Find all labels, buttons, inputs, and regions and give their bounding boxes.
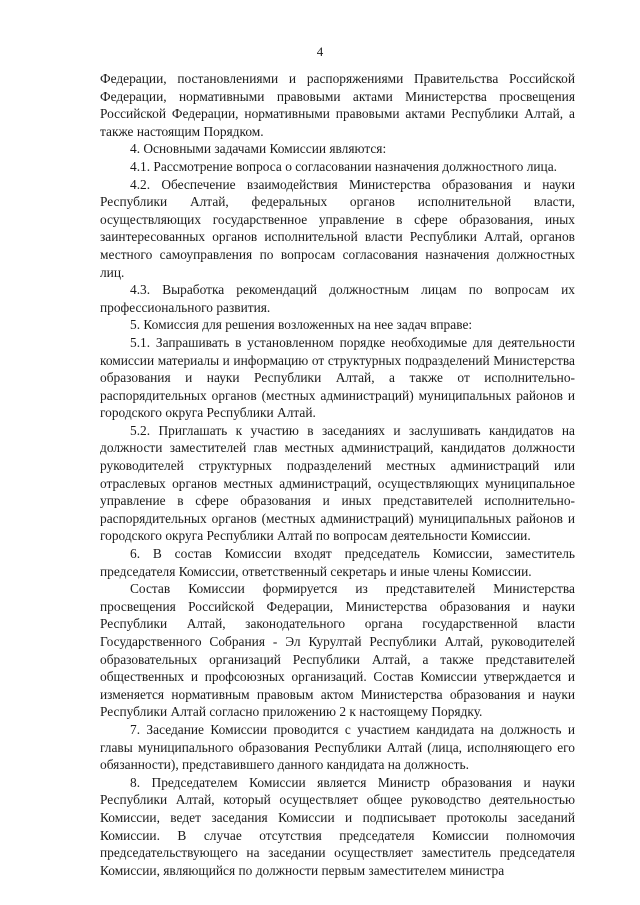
paragraph-4-3: 4.3. Выработка рекомендаций должностным лицам по вопросам их профессионального развития.	[100, 282, 575, 315]
paragraph-section-6: 6. В состав Комиссии входят председатель Комиссии, заместитель председателя Комиссии, ответственный секретарь и иные члены Комиссии.	[100, 546, 575, 579]
paragraph-section-4: 4. Основными задачами Комиссии являются:	[130, 141, 387, 157]
paragraph-5-1: 5.1. Запрашивать в установленном порядке необходимые для деятельности комиссии материалы и информацию от структурных подразделений Министерства образования и науки Республики Алтай, а также от исполнительно-распорядительных органов (местных администраций) муниципальных районов и городского округа Республики Алтай.	[100, 334, 575, 421]
paragraph-commission-composition: Состав Комиссии формируется из представителей Министерства просвещения Российской Федерации, Министерства образования и науки Республики Алтай, законодательного органа государственной власти Государственного Собрания - Эл Курултай Республики Алтай, руководителей образовательных организаций Республики Алтай, а также представителей общественных и профсоюзных организаций. Состав Комиссии утверждается и изменяется нормативным правовым актом Министерства образования и науки Республики Алтай согласно приложению 2 к настоящему Порядку.	[100, 581, 575, 720]
paragraph-5-2: 5.2. Приглашать к участию в заседаниях и заслушивать кандидатов на должности заместителей глав местных администраций, кандидатов должности руководителей структурных подразделений местных администраций или отраслевых органов местных администраций, осуществляющих муниципальное управление в сфере образования и иных представителей исполнительно-распорядительных органов (местных администраций) муниципальных районов и городского округа Республики Алтай по вопросам деятельности Комиссии.	[100, 422, 575, 544]
paragraph-section-5: 5. Комиссия для решения возложенных на нее задач вправе:	[130, 317, 473, 333]
paragraph-4-1: 4.1. Рассмотрение вопроса о согласовании назначения должностного лица.	[130, 158, 558, 174]
paragraph-section-7: 7. Заседание Комиссии проводится с участием кандидата на должность и главы муниципального образования Республики Алтай (лица, исполняющего его обязанности), представившего данного кандидата на должность.	[100, 721, 575, 773]
paragraph-continuation: Федерации, постановлениями и распоряжениями Правительства Российской Федерации, нормативными правовыми актами Министерства просвещения Российской Федерации, нормативными правовыми актами Республики Алтай, а также настоящим Порядком.	[100, 71, 575, 139]
page-number: 4	[316, 44, 324, 59]
paragraph-section-8: 8. Председателем Комиссии является Министр образования и науки Республики Алтай, который осуществляет общее руководство деятельностью Комиссии, ведет заседания Комиссии и подписывает протоколы заседаний Комиссии. В случае отсутствия председателя Комиссии полномочия председательствующего на заседании осуществляет заместитель председателя Комиссии, являющийся по должности первым заместителем министра	[100, 774, 575, 878]
paragraph-4-2: 4.2. Обеспечение взаимодействия Министерства образования и науки Республики Алтай, федеральных органов исполнительной власти, осуществляющих государственное управление в сфере образования, иных заинтересованных органов исполнительной власти Республики Алтай, органов местного самоуправления по вопросам согласования назначения должностных лиц.	[100, 176, 575, 280]
document-body	[100, 70, 575, 879]
